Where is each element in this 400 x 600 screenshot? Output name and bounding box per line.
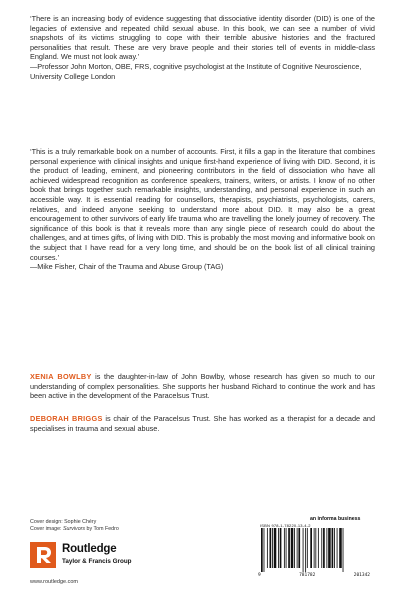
barcode-bar: [318, 528, 319, 568]
barcode-bar: [291, 528, 294, 568]
quote-text: ‘This is a truly remarkable book on a number of accounts. First, it fills a gap in the literature that combines personal experience with clinical insights and unique first-hand experience of living with DID. Second, it is the product of leading, eminent, and pioneering contributors in the field of dissociation who have all achieved widespread recognition as conference speakers, trainers, writers, or artists. I know of no other book that brings together such remarkable insights, understanding, and personal experience in such an accessible way. It is essential reading for counsellors, therapists, psychiatrists, psychologists, carers, relatives, and indeed anyone seeking to understand more about DID. It may also be a great encouragement to other survivors of early life trauma who are travelling the lonely journey of recovery. The significance of this book is that it reveals more than any single piece of research could do about the challenges, and at times gifts, of living with DID. This is probably the most moving and informative book on the subject that I have read for a very long time, and should be on the book list of all clinical training courses.’: [30, 147, 375, 262]
barcode-digit-group: 781782: [299, 573, 316, 578]
author-bio-text: is chair of the Paracelsus Trust. She has worked as a therapist for a decade and specialises in trauma and sexual abuse.: [30, 414, 376, 433]
barcode-bar: [314, 528, 315, 568]
barcode-digit-group: 9: [258, 573, 261, 578]
barcode-bars: [258, 528, 370, 572]
cover-credits: [30, 519, 119, 533]
barcode-bar: [303, 528, 304, 572]
barcode-bar: [332, 528, 334, 568]
barcode-digits: [258, 573, 370, 578]
barcode-bar: [270, 528, 272, 568]
author-bio-text: is the daughter-in-law of John Bowlby, whose research has given so much to our understanding of complex personalities. She supports her husband Richard to continue the work and has been active in the development of the Paracelsus Trust.: [30, 372, 375, 401]
routledge-r-icon: [30, 542, 56, 568]
quote-attribution: —Mike Fisher, Chair of the Trauma and Abuse Group (TAG): [30, 262, 224, 272]
barcode-bar: [284, 528, 285, 568]
author-name: DEBORAH BRIGGS: [30, 414, 103, 423]
barcode-bar: [286, 528, 287, 568]
barcode-bar: [294, 528, 295, 568]
barcode-bar: [264, 528, 265, 572]
author-bio-2: [30, 414, 375, 433]
publisher-website: www.routledge.com: [30, 579, 78, 585]
barcode-bar: [278, 528, 279, 568]
author-name: XENIA BOWLBY: [30, 372, 92, 381]
barcode-bar: [339, 528, 342, 568]
barcode-bar: [310, 528, 312, 568]
barcode-bar: [334, 528, 335, 568]
quote-text: ‘There is an increasing body of evidence suggesting that dissociative identity disorder (DID) is one of the legacies of extensive and repeated child sexual abuse. In this book, we can see a number of vivid snapshots of its victims struggling to cope with their terrible abusive histories and the fractured personalities that result. These are very brave people and their stories tell of events in middle-class England. We must not look away.’: [30, 14, 375, 62]
cover-image-credit: Cover image: Survivors by Tom Fedro: [30, 526, 119, 532]
barcode-bar: [326, 528, 327, 568]
barcode-bar: [323, 528, 325, 568]
barcode-bar: [321, 528, 322, 568]
publisher-group: Taylor & Francis Group: [62, 558, 132, 565]
isbn-text: ISBN 978-1-78220-13-4-2: [260, 523, 311, 528]
author-bio-1: [30, 372, 375, 401]
barcode-bar: [261, 528, 263, 572]
barcode-bar: [328, 528, 331, 568]
barcode-bar: [337, 528, 338, 568]
barcode-bar: [267, 528, 268, 568]
informa-business-label: an informa business: [310, 516, 361, 522]
endorsement-quote-1: [30, 14, 375, 81]
barcode-bar: [298, 528, 300, 568]
barcode-digit-group: 201342: [353, 573, 370, 578]
barcode-bar: [305, 528, 306, 572]
publisher-logo: [30, 540, 150, 572]
barcode-bar: [343, 528, 344, 572]
quote-attribution: —Professor John Morton, OBE, FRS, cognitive psychologist at the Institute of Cognitive Neuroscience, University College London: [30, 61, 362, 81]
barcode-bar: [297, 528, 298, 568]
barcode-bar: [307, 528, 308, 568]
barcode-bar: [288, 528, 290, 568]
cover-design-credit: Cover design: Sophie Chéry: [30, 519, 97, 525]
barcode-bar: [274, 528, 277, 568]
barcode-bar: [315, 528, 316, 568]
isbn-barcode: [254, 516, 374, 584]
endorsement-quote-2: [30, 147, 375, 272]
barcode-bar: [272, 528, 273, 568]
publisher-name: Routledge: [62, 543, 117, 555]
barcode-bar: [280, 528, 282, 568]
